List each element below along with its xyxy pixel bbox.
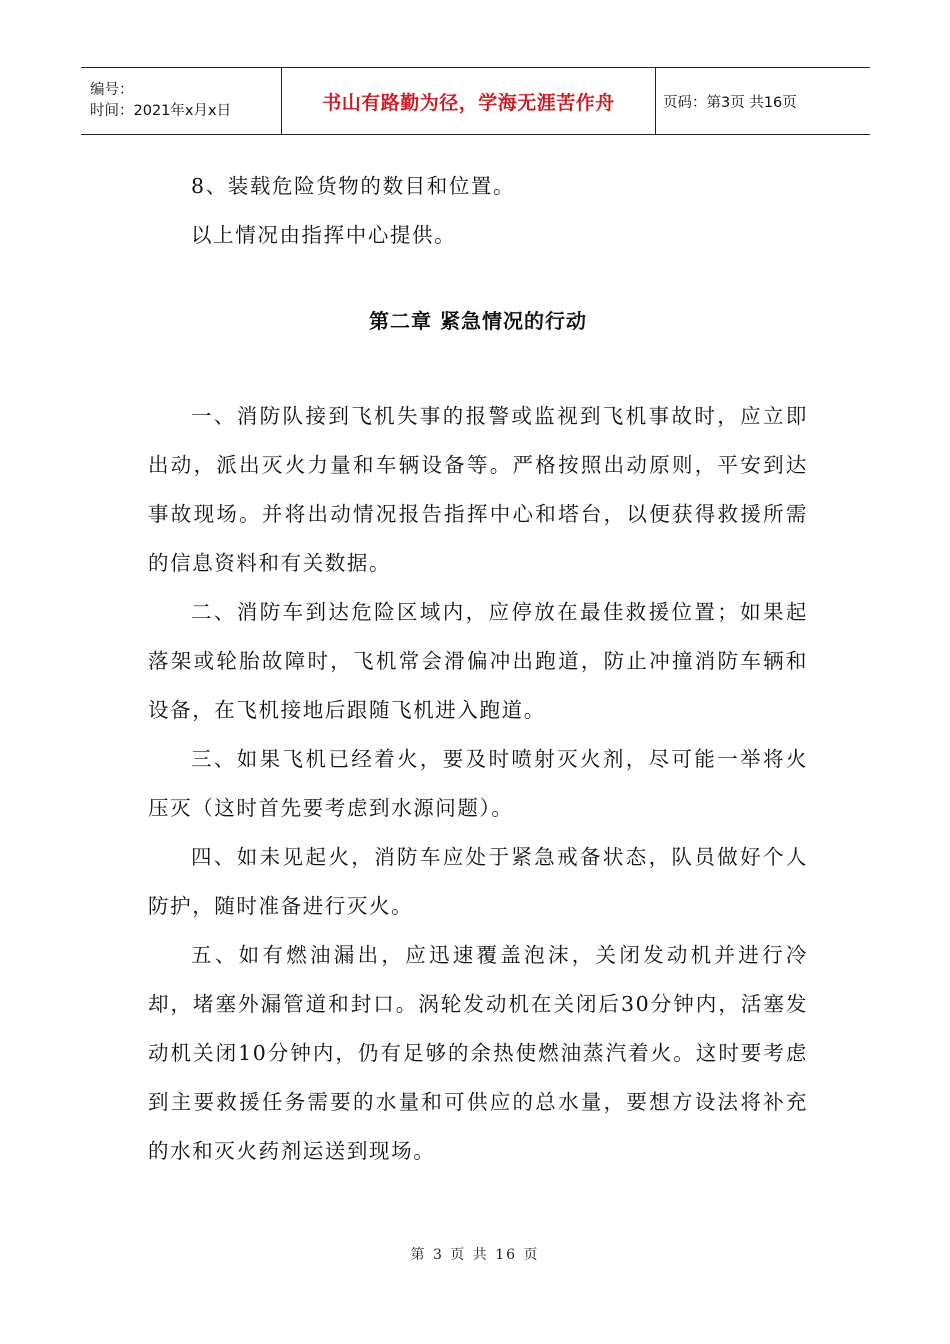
paragraph: 四、如未见起火，消防车应处于紧急戒备状态，队员做好个人防护，随时准备进行灭火。	[148, 845, 808, 918]
header-meta	[81, 68, 282, 134]
document-date: 时间：2021年x月x日	[90, 103, 232, 119]
chapter-title: 第二章 紧急情况的行动	[369, 309, 587, 333]
intro-line: 8、装载危险货物的数目和位置。	[191, 174, 516, 198]
paragraph: 三、如果飞机已经着火，要及时喷射灭火剂，尽可能一举将火压灭（这时首先要考虑到水源问题）。	[148, 747, 808, 820]
header-motto-cell	[282, 68, 656, 134]
page-footer: 第 3 页 共 16 页	[410, 1247, 540, 1263]
header-page-cell	[656, 68, 870, 134]
paragraph: 二、消防车到达危险区域内，应停放在最佳救援位置；如果起落架或轮胎故障时，飞机常会滑偏冲出跑道，防止冲撞消防车辆和设备，在飞机接地后跟随飞机进入跑道。	[148, 600, 808, 722]
paragraph: 五、如有燃油漏出，应迅速覆盖泡沫，关闭发动机并进行冷却，堵塞外漏管道和封口。涡轮发动机在关闭后30分钟内，活塞发动机关闭10分钟内，仍有足够的余热使燃油蒸汽着火。这时要考虑到主要救援任务需要的水量和可供应的总水量，要想方设法将补充的水和灭火药剂运送到现场。	[148, 943, 808, 1163]
document-number-label: 编号：	[90, 82, 134, 98]
header-motto: 书山有路勤为径，学海无涯苦作舟	[322, 91, 615, 114]
page-header	[81, 67, 870, 135]
header-page-info: 页码：第3页 共16页	[663, 94, 797, 111]
intro-line: 以上情况由指挥中心提供。	[191, 223, 457, 247]
paragraph: 一、消防队接到飞机失事的报警或监视到飞机事故时，应立即出动，派出灭火力量和车辆设备等。严格按照出动原则，平安到达事故现场。并将出动情况报告指挥中心和塔台，以便获得救援所需的信息资料和有关数据。	[148, 404, 808, 575]
document-body	[148, 162, 808, 1176]
